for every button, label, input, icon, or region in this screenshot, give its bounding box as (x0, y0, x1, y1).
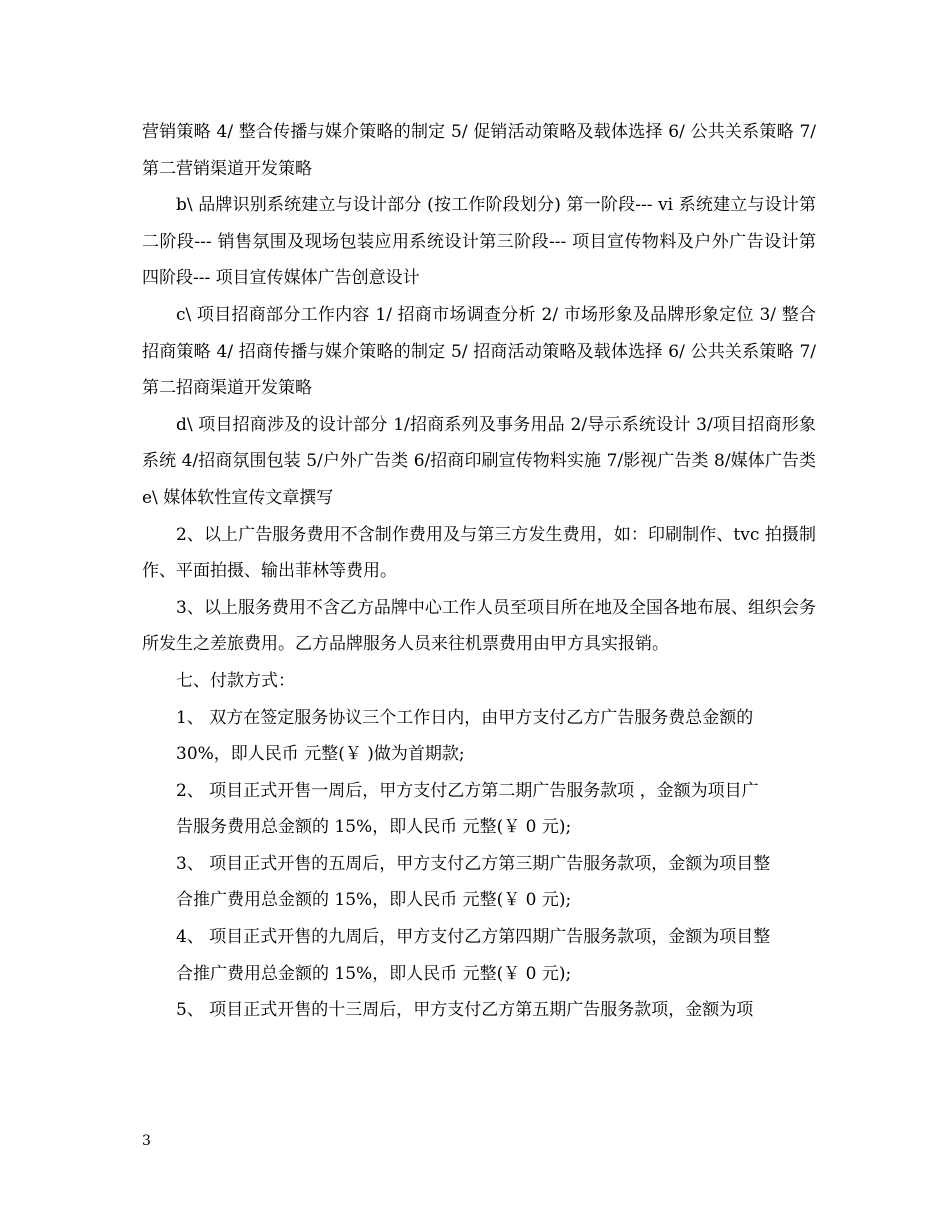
paragraph: 营销策略 4/ 整合传播与媒介策略的制定 5/ 促销活动策略及载体选择 6/ 公共关系策略 7/ 第二营销渠道开发策略 (142, 122, 816, 179)
paragraph: 3、以上服务费用不含乙方品牌中心工作人员至项目所在地及全国各地布展、组织会务所发生之差旅费用。乙方品牌服务人员来往机票费用由甲方具实报销。 (142, 597, 816, 655)
payment-item: 4、 项目正式开售的九周后，甲方支付乙方第四期广告服务款项，金额为项目整 (176, 927, 771, 948)
paragraph: 2、以上广告服务费用不含制作费用及与第三方发生费用，如：印刷制作、tvc 拍摄制作、平面拍摄、输出菲林等费用。 (142, 524, 816, 582)
body-text (142, 114, 816, 1029)
payment-item: 2、 项目正式开售一周后，甲方支付乙方第二期广告服务款项 ，金额为项目广 (176, 780, 759, 801)
paragraph: c\ 项目招商部分工作内容 1/ 招商市场调查分析 2/ 市场形象及品牌形象定位 3/ 整合招商策略 4/ 招商传播与媒介策略的制定 5/ 招商活动策略及载体选择 6/ 公共关系策略 7/ 第二招商渠道开发策略 (142, 304, 816, 399)
payment-item-continuation: 合推广费用总金额的 15%，即人民币 元整(￥ 0 元); (176, 963, 572, 984)
page-number: 3 (142, 1133, 151, 1149)
paragraph: d\ 项目招商涉及的设计部分 1/招商系列及事务用品 2/导示系统设计 3/项目招商形象系统 4/招商氛围包装 5/户外广告类 6/招商印刷宣传物料实施 7/影视广告类 8/媒体广告类 e\ 媒体软性宣传文章撰写 (142, 414, 816, 508)
payment-item-continuation: 合推广费用总金额的 15%，即人民币 元整(￥ 0 元); (176, 890, 572, 911)
payment-item-continuation: 告服务费用总金额的 15%，即人民币 元整(￥ 0 元); (176, 817, 572, 838)
section-heading: 七、付款方式： (176, 670, 295, 691)
payment-item: 3、 项目正式开售的五周后，甲方支付乙方第三期广告服务款项，金额为项目整 (176, 853, 771, 874)
payment-item-continuation: 30%，即人民币 元整(￥ )做为首期款; (176, 744, 465, 765)
paragraph: b\ 品牌识别系统建立与设计部分 (按工作阶段划分) 第一阶段--- vi 系统建立与设计第二阶段--- 销售氛围及现场包装应用系统设计第三阶段--- 项目宣传物料及户外广告设计第四阶段--- 项目宣传媒体广告创意设计 (142, 195, 816, 289)
payment-item: 5、 项目正式开售的十三周后，甲方支付乙方第五期广告服务款项，金额为项 (176, 1000, 754, 1021)
payment-item: 1、 双方在签定服务协议三个工作日内，由甲方支付乙方广告服务费总金额的 (176, 707, 754, 728)
